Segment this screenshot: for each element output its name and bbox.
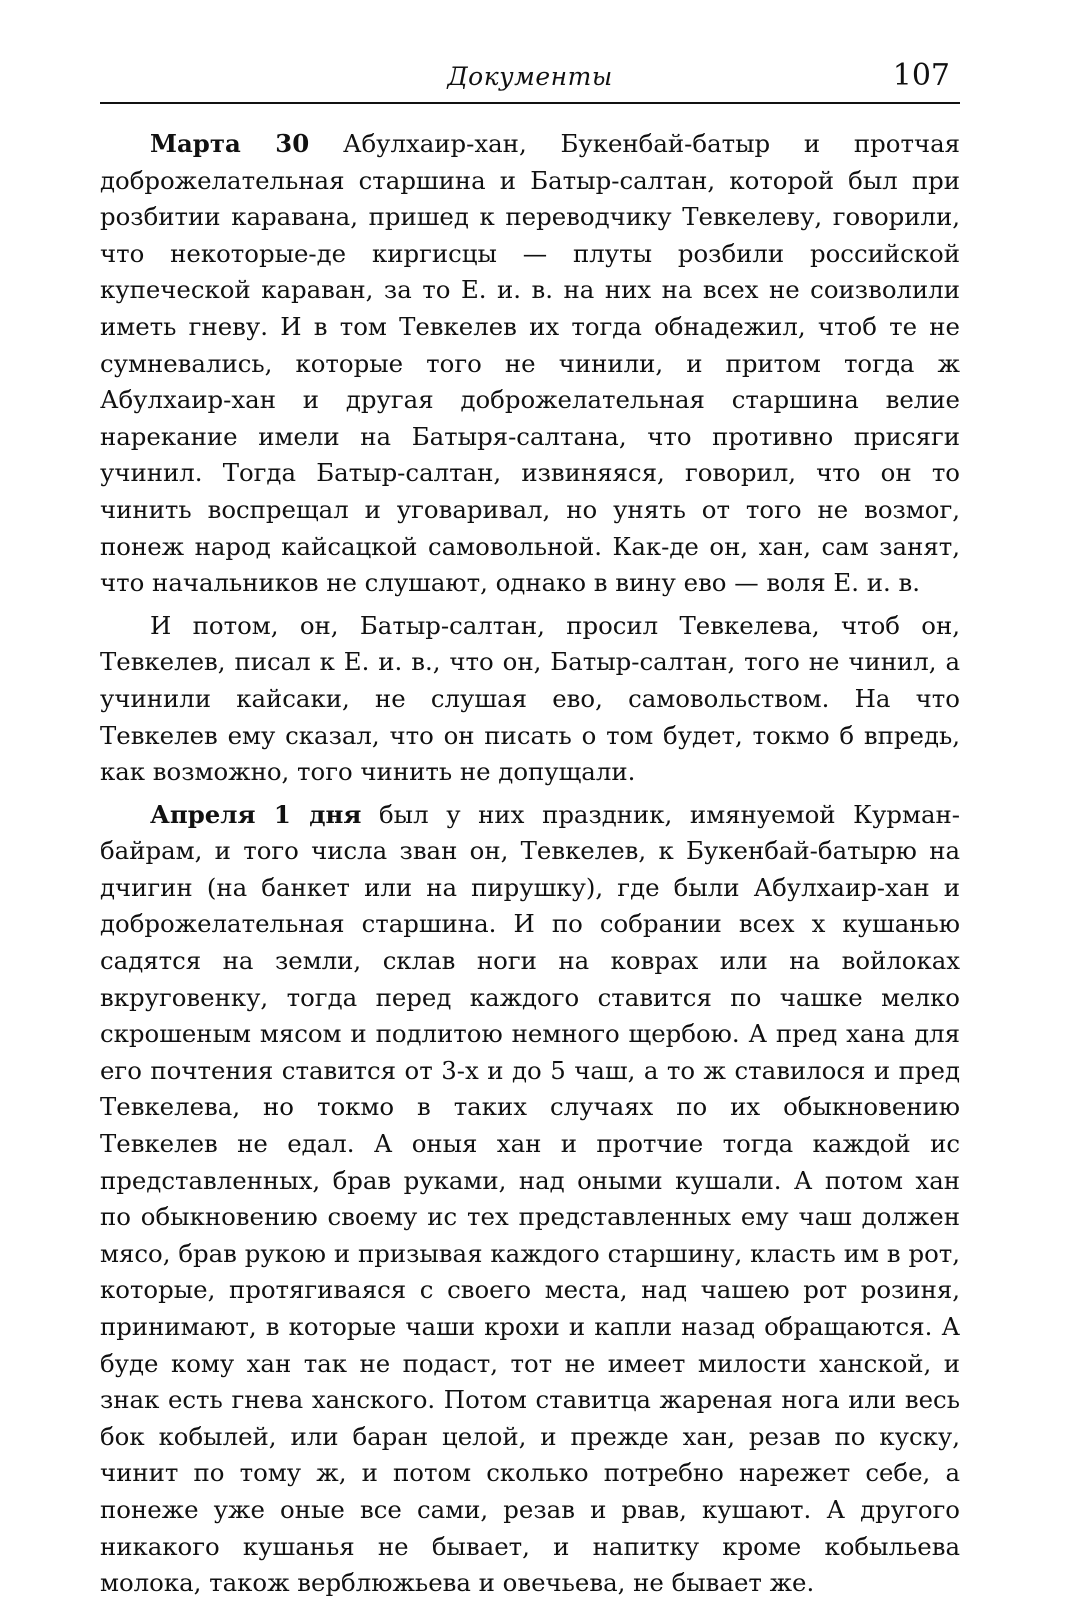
running-title: Документы — [447, 62, 613, 91]
body-text — [100, 126, 960, 1602]
header-rule — [100, 102, 960, 104]
paragraph — [100, 126, 960, 602]
paragraph — [100, 797, 960, 1602]
running-header — [100, 58, 960, 98]
page-number: 107 — [892, 58, 950, 93]
paragraph-date-lead: Марта 30 — [150, 129, 310, 158]
paragraph-text: Абулхаир-хан, Букенбай-батыр и протчая доброжелательная старшина и Батыр-салтан, которой был при розбитии каравана, пришед к переводчику Тевкелеву, говорили, что некоторые-де киргисцы — плуты розбили российской купеческой караван, за то Е. и. в. на них на всех не соизволили иметь гневу. И в том Тевкелев их тогда обнадежил, чтоб те не сумневались, которые того не чинили, и притом тогда ж Абулхаир-хан и другая доброжелательная старшина велие нарекание имели на Батыря-салтана, что противно присяги учинил. Тогда Батыр-салтан, извиняяся, говорил, что он то чинить воспрещал и уговаривал, но унять от того не возмог, понеж народ кайсацкой самовольной. Как-де он, хан, сам занят, что начальников не слушают, однако в вину ево — воля Е. и. в. — [100, 129, 960, 598]
paragraph-text: был у них праздник, имянуемой Курман-байрам, и того числа зван он, Тевкелев, к Букенбай-батырю на дчигин (на банкет или на пирушку), где были Абулхаир-хан и доброжелательная старшина. И по собрании всех х кушанью садятся на земли, склав ноги на коврах или на войлоках вкруговенку, тогда перед каждого ставится по чашке мелко скрошеным мясом и подлитою немного щербою. А пред хана для его почтения ставится от 3-х и до 5 чаш, а то ж ставилося и пред Тевкелева, но токмо в таких случаях по их обыкновению Тевкелев не едал. А оныя хан и протчие тогда каждой ис представленных, брав руками, над оными кушали. А потом хан по обыкновению своему ис тех представленных ему чаш должен мясо, брав рукою и призывая каждого старшину, класть им в рот, которые, протягиваяся с своего места, над чашею рот розиня, принимают, в которые чаши крохи и капли назад обращаются. А буде кому хан так не подаст, тот не имеет милости ханской, и знак есть гнева ханского. Потом ставитца жареная нога или весь бок кобылей, или баран целой, и прежде хан, резав по куску, чинит по тому ж, и потом сколько потребно нарежет себе, а понеже уже оные все сами, резав и рвав, кушают. А другого никакого кушанья не бывает, и напитку кроме кобыльева молока, також верблюжьева и овечьева, не бывает же. — [100, 799, 960, 1598]
document-page — [100, 58, 960, 1608]
paragraph — [100, 608, 960, 791]
paragraph-date-lead: Апреля 1 дня — [150, 799, 362, 829]
paragraph-text: И потом, он, Батыр-салтан, просил Тевкелева, чтоб он, Тевкелев, писал к Е. и. в., что он, Батыр-салтан, того не чинил, а учинили кайсаки, не слушая ево, самовольством. На что Тевкелев ему сказал, что он писать о том будет, токмо б впредь, как возможно, того чинить не допущали. — [100, 610, 960, 787]
